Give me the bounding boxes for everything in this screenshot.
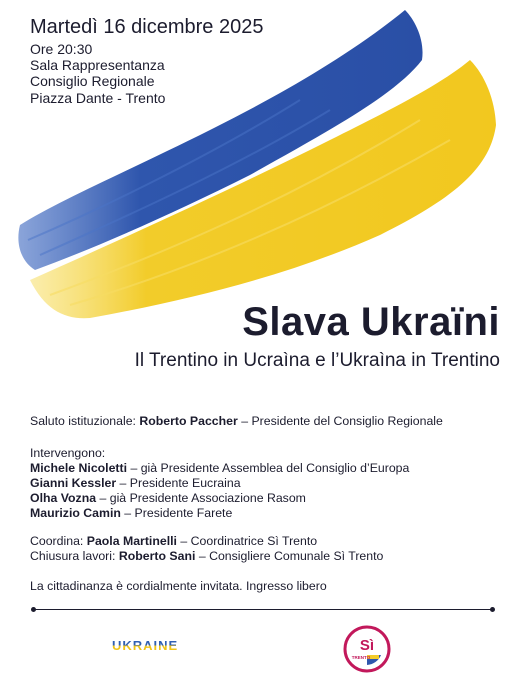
closing-line (30, 549, 383, 563)
speaker-name: Michele Nicoletti (30, 461, 128, 475)
speaker-role: – Presidente Farete (124, 506, 233, 520)
coordination-name: Paola Martinelli (86, 534, 177, 548)
speaker-row (30, 461, 409, 475)
coordination-label: Coordina: (30, 534, 84, 548)
speaker-role: – già Presidente Associazione Rasom (99, 491, 306, 505)
speaker-row (30, 476, 241, 490)
speakers-label: Intervengono: (30, 446, 106, 460)
closing-label: Chiusura lavori: (30, 549, 116, 563)
speaker-role: – già Presidente Assemblea del Consiglio d’Europa (130, 461, 410, 475)
speaker-name: Olha Vozna (30, 491, 97, 505)
venue-room: Sala Rappresentanza (30, 57, 165, 73)
greeting-label: Saluto istituzionale: (30, 414, 136, 428)
speaker-name: Maurizio Camin (30, 506, 121, 520)
separator-dot-left (31, 607, 36, 612)
event-date: Martedì 16 dicembre 2025 (30, 16, 264, 38)
ukraine-logo: UKRAINE (112, 638, 179, 653)
closing-role: – Consigliere Comunale Sì Trento (198, 549, 384, 563)
venue-address: Piazza Dante - Trento (30, 90, 166, 106)
venue-building: Consiglio Regionale (30, 73, 155, 89)
event-title: Slava Ukraïni (242, 300, 500, 344)
speaker-row (30, 506, 232, 520)
speaker-row (30, 491, 306, 505)
coordination-role: – Coordinatrice Sì Trento (180, 534, 318, 548)
event-time: Ore 20:30 (30, 41, 93, 57)
coordination-line (30, 534, 317, 548)
greeting-name: Roberto Paccher (139, 414, 238, 428)
greeting-line (30, 414, 443, 428)
si-mark: Sì (359, 637, 375, 654)
speaker-name: Gianni Kessler (30, 476, 117, 490)
greeting-role: – Presidente del Consiglio Regionale (241, 414, 443, 428)
si-sub: TRENTO (351, 655, 371, 660)
separator-dot-right (490, 607, 495, 612)
speaker-role: – Presidente Eucraina (119, 476, 241, 490)
si-trento-logo (343, 625, 391, 673)
invitation-text: La cittadinanza è cordialmente invitata. Ingresso libero (30, 579, 327, 593)
event-subtitle: Il Trentino in Ucraìna e l’Ukraìna in Trentino (134, 350, 500, 371)
separator-line (34, 609, 492, 610)
closing-name: Roberto Sani (118, 549, 196, 563)
